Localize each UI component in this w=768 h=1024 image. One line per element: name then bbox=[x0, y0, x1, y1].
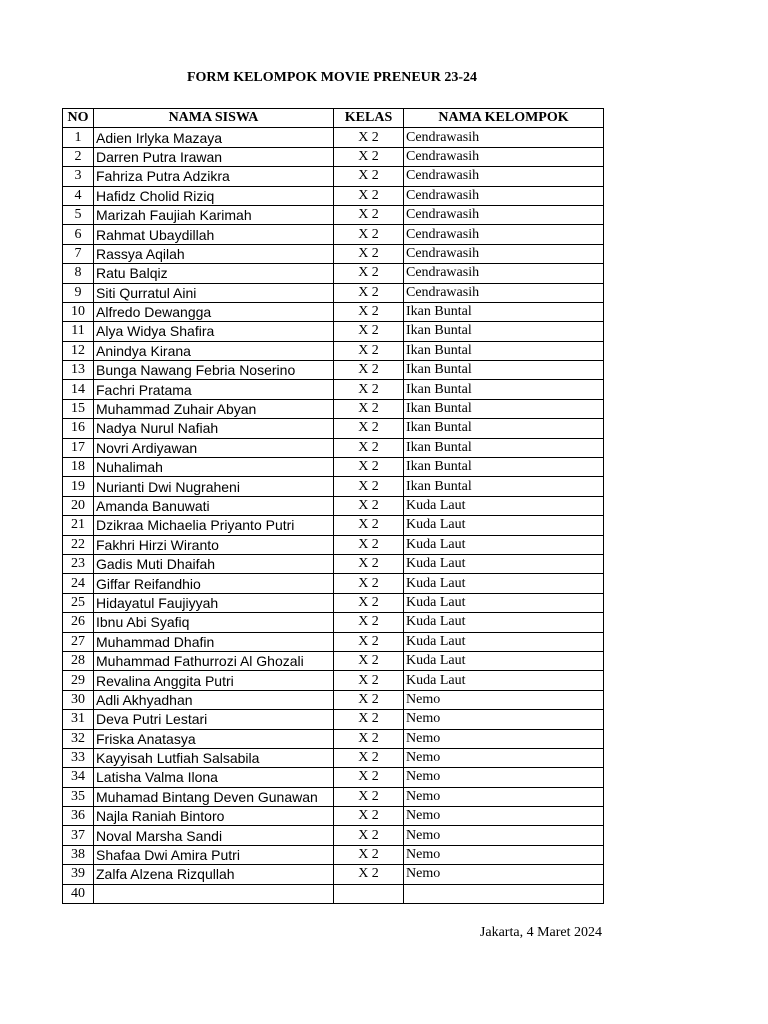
table-row bbox=[63, 807, 604, 826]
row-number: 24 bbox=[63, 574, 94, 593]
group-name: Ikan Buntal bbox=[404, 380, 604, 399]
row-number: 39 bbox=[63, 865, 94, 884]
row-number: 29 bbox=[63, 671, 94, 690]
table-row bbox=[63, 341, 604, 360]
student-group-table bbox=[62, 108, 604, 904]
row-number: 12 bbox=[63, 341, 94, 360]
group-name: Kuda Laut bbox=[404, 671, 604, 690]
student-class: X 2 bbox=[334, 283, 404, 302]
row-number: 6 bbox=[63, 225, 94, 244]
group-name: Nemo bbox=[404, 710, 604, 729]
student-name: Latisha Valma Ilona bbox=[94, 768, 334, 787]
table-row bbox=[63, 651, 604, 670]
row-number: 7 bbox=[63, 244, 94, 263]
group-name bbox=[404, 884, 604, 903]
row-number: 20 bbox=[63, 496, 94, 515]
student-class: X 2 bbox=[334, 651, 404, 670]
student-class: X 2 bbox=[334, 186, 404, 205]
table-row bbox=[63, 787, 604, 806]
student-name: Kayyisah Lutfiah Salsabila bbox=[94, 748, 334, 767]
row-number: 4 bbox=[63, 186, 94, 205]
table-row bbox=[63, 419, 604, 438]
group-name: Cendrawasih bbox=[404, 225, 604, 244]
student-name: Adien Irlyka Mazaya bbox=[94, 128, 334, 147]
row-number: 25 bbox=[63, 593, 94, 612]
group-name: Cendrawasih bbox=[404, 264, 604, 283]
group-name: Kuda Laut bbox=[404, 651, 604, 670]
student-class: X 2 bbox=[334, 710, 404, 729]
student-name bbox=[94, 884, 334, 903]
student-class bbox=[334, 884, 404, 903]
table-row bbox=[63, 710, 604, 729]
group-name: Ikan Buntal bbox=[404, 458, 604, 477]
student-class: X 2 bbox=[334, 302, 404, 321]
group-name: Nemo bbox=[404, 807, 604, 826]
student-class: X 2 bbox=[334, 496, 404, 515]
student-class: X 2 bbox=[334, 438, 404, 457]
group-name: Kuda Laut bbox=[404, 574, 604, 593]
student-class: X 2 bbox=[334, 419, 404, 438]
table-row bbox=[63, 361, 604, 380]
row-number: 14 bbox=[63, 380, 94, 399]
table-row bbox=[63, 322, 604, 341]
student-class: X 2 bbox=[334, 535, 404, 554]
student-name: Rahmat Ubaydillah bbox=[94, 225, 334, 244]
table-row bbox=[63, 593, 604, 612]
student-class: X 2 bbox=[334, 807, 404, 826]
table-row bbox=[63, 729, 604, 748]
row-number: 28 bbox=[63, 651, 94, 670]
group-name: Nemo bbox=[404, 787, 604, 806]
group-name: Ikan Buntal bbox=[404, 302, 604, 321]
table-row bbox=[63, 884, 604, 903]
group-name: Ikan Buntal bbox=[404, 322, 604, 341]
student-class: X 2 bbox=[334, 574, 404, 593]
group-name: Cendrawasih bbox=[404, 167, 604, 186]
student-name: Fachri Pratama bbox=[94, 380, 334, 399]
table-row bbox=[63, 399, 604, 418]
group-name: Nemo bbox=[404, 729, 604, 748]
student-name: Giffar Reifandhio bbox=[94, 574, 334, 593]
student-class: X 2 bbox=[334, 458, 404, 477]
table-row bbox=[63, 438, 604, 457]
student-name: Adli Akhyadhan bbox=[94, 690, 334, 709]
student-name: Dzikraa Michaelia Priyanto Putri bbox=[94, 516, 334, 535]
table-row bbox=[63, 690, 604, 709]
row-number: 10 bbox=[63, 302, 94, 321]
group-name: Kuda Laut bbox=[404, 535, 604, 554]
group-name: Nemo bbox=[404, 690, 604, 709]
student-class: X 2 bbox=[334, 729, 404, 748]
student-class: X 2 bbox=[334, 205, 404, 224]
row-number: 5 bbox=[63, 205, 94, 224]
table-row bbox=[63, 458, 604, 477]
table-row bbox=[63, 865, 604, 884]
group-name: Ikan Buntal bbox=[404, 361, 604, 380]
table-row bbox=[63, 128, 604, 147]
group-name: Nemo bbox=[404, 845, 604, 864]
row-number: 35 bbox=[63, 787, 94, 806]
student-class: X 2 bbox=[334, 399, 404, 418]
row-number: 30 bbox=[63, 690, 94, 709]
student-name: Hafidz Cholid Riziq bbox=[94, 186, 334, 205]
student-class: X 2 bbox=[334, 554, 404, 573]
row-number: 31 bbox=[63, 710, 94, 729]
student-class: X 2 bbox=[334, 341, 404, 360]
student-name: Gadis Muti Dhaifah bbox=[94, 554, 334, 573]
student-name: Alfredo Dewangga bbox=[94, 302, 334, 321]
student-name: Friska Anatasya bbox=[94, 729, 334, 748]
student-name: Revalina Anggita Putri bbox=[94, 671, 334, 690]
row-number: 8 bbox=[63, 264, 94, 283]
student-class: X 2 bbox=[334, 167, 404, 186]
row-number: 2 bbox=[63, 147, 94, 166]
row-number: 18 bbox=[63, 458, 94, 477]
group-name: Nemo bbox=[404, 865, 604, 884]
student-class: X 2 bbox=[334, 264, 404, 283]
student-name: Noval Marsha Sandi bbox=[94, 826, 334, 845]
group-name: Cendrawasih bbox=[404, 205, 604, 224]
header-no: NO bbox=[63, 109, 94, 128]
student-name: Fakhri Hirzi Wiranto bbox=[94, 535, 334, 554]
table-row bbox=[63, 496, 604, 515]
student-class: X 2 bbox=[334, 244, 404, 263]
table-row bbox=[63, 516, 604, 535]
student-name: Zalfa Alzena Rizqullah bbox=[94, 865, 334, 884]
group-name: Kuda Laut bbox=[404, 554, 604, 573]
header-student-name: NAMA SISWA bbox=[94, 109, 334, 128]
table-row bbox=[63, 225, 604, 244]
group-name: Cendrawasih bbox=[404, 128, 604, 147]
student-name: Najla Raniah Bintoro bbox=[94, 807, 334, 826]
student-class: X 2 bbox=[334, 865, 404, 884]
table-row bbox=[63, 380, 604, 399]
student-name: Alya Widya Shafira bbox=[94, 322, 334, 341]
student-name: Ibnu Abi Syafiq bbox=[94, 613, 334, 632]
document-title: FORM KELOMPOK MOVIE PRENEUR 23-24 bbox=[186, 70, 478, 85]
student-name: Ratu Balqiz bbox=[94, 264, 334, 283]
row-number: 21 bbox=[63, 516, 94, 535]
student-name: Shafaa Dwi Amira Putri bbox=[94, 845, 334, 864]
row-number: 22 bbox=[63, 535, 94, 554]
group-name: Ikan Buntal bbox=[404, 341, 604, 360]
group-name: Ikan Buntal bbox=[404, 399, 604, 418]
student-class: X 2 bbox=[334, 671, 404, 690]
group-name: Nemo bbox=[404, 768, 604, 787]
group-name: Kuda Laut bbox=[404, 632, 604, 651]
student-class: X 2 bbox=[334, 361, 404, 380]
row-number: 17 bbox=[63, 438, 94, 457]
group-name: Cendrawasih bbox=[404, 283, 604, 302]
student-class: X 2 bbox=[334, 593, 404, 612]
student-name: Muhamad Bintang Deven Gunawan bbox=[94, 787, 334, 806]
student-name: Nuhalimah bbox=[94, 458, 334, 477]
student-name: Bunga Nawang Febria Noserino bbox=[94, 361, 334, 380]
row-number: 38 bbox=[63, 845, 94, 864]
table-row bbox=[63, 574, 604, 593]
row-number: 9 bbox=[63, 283, 94, 302]
group-name: Nemo bbox=[404, 826, 604, 845]
group-name: Ikan Buntal bbox=[404, 477, 604, 496]
student-name: Amanda Banuwati bbox=[94, 496, 334, 515]
table-row bbox=[63, 167, 604, 186]
student-name: Marizah Faujiah Karimah bbox=[94, 205, 334, 224]
row-number: 1 bbox=[63, 128, 94, 147]
group-name: Ikan Buntal bbox=[404, 438, 604, 457]
row-number: 34 bbox=[63, 768, 94, 787]
row-number: 40 bbox=[63, 884, 94, 903]
student-class: X 2 bbox=[334, 322, 404, 341]
student-class: X 2 bbox=[334, 613, 404, 632]
header-class: KELAS bbox=[334, 109, 404, 128]
table-row bbox=[63, 632, 604, 651]
header-group-name: NAMA KELOMPOK bbox=[404, 109, 604, 128]
student-class: X 2 bbox=[334, 225, 404, 244]
table-row bbox=[63, 554, 604, 573]
student-class: X 2 bbox=[334, 147, 404, 166]
student-name: Siti Qurratul Aini bbox=[94, 283, 334, 302]
table-row bbox=[63, 535, 604, 554]
table-row bbox=[63, 244, 604, 263]
table-row bbox=[63, 283, 604, 302]
table-row bbox=[63, 205, 604, 224]
student-name: Darren Putra Irawan bbox=[94, 147, 334, 166]
student-class: X 2 bbox=[334, 516, 404, 535]
row-number: 33 bbox=[63, 748, 94, 767]
group-name: Cendrawasih bbox=[404, 186, 604, 205]
student-class: X 2 bbox=[334, 748, 404, 767]
student-name: Novri Ardiyawan bbox=[94, 438, 334, 457]
student-class: X 2 bbox=[334, 477, 404, 496]
student-class: X 2 bbox=[334, 632, 404, 651]
group-name: Kuda Laut bbox=[404, 593, 604, 612]
table-row bbox=[63, 613, 604, 632]
footer-date: Jakarta, 4 Maret 2024 bbox=[479, 925, 602, 940]
student-class: X 2 bbox=[334, 787, 404, 806]
table-row bbox=[63, 826, 604, 845]
student-class: X 2 bbox=[334, 845, 404, 864]
group-name: Ikan Buntal bbox=[404, 419, 604, 438]
row-number: 11 bbox=[63, 322, 94, 341]
student-class: X 2 bbox=[334, 690, 404, 709]
table-row bbox=[63, 768, 604, 787]
table-row bbox=[63, 302, 604, 321]
student-name: Muhammad Zuhair Abyan bbox=[94, 399, 334, 418]
student-name: Muhammad Fathurrozi Al Ghozali bbox=[94, 651, 334, 670]
row-number: 19 bbox=[63, 477, 94, 496]
row-number: 32 bbox=[63, 729, 94, 748]
table-body bbox=[63, 128, 604, 904]
student-name: Anindya Kirana bbox=[94, 341, 334, 360]
row-number: 27 bbox=[63, 632, 94, 651]
table-row bbox=[63, 748, 604, 767]
group-name: Kuda Laut bbox=[404, 613, 604, 632]
student-name: Nurianti Dwi Nugraheni bbox=[94, 477, 334, 496]
row-number: 13 bbox=[63, 361, 94, 380]
table-row bbox=[63, 264, 604, 283]
group-name: Nemo bbox=[404, 748, 604, 767]
student-class: X 2 bbox=[334, 128, 404, 147]
table-row bbox=[63, 671, 604, 690]
student-name: Deva Putri Lestari bbox=[94, 710, 334, 729]
row-number: 37 bbox=[63, 826, 94, 845]
student-name: Fahriza Putra Adzikra bbox=[94, 167, 334, 186]
table-row bbox=[63, 186, 604, 205]
row-number: 26 bbox=[63, 613, 94, 632]
table-header-row bbox=[63, 109, 604, 128]
row-number: 3 bbox=[63, 167, 94, 186]
row-number: 15 bbox=[63, 399, 94, 418]
student-class: X 2 bbox=[334, 826, 404, 845]
table-row bbox=[63, 147, 604, 166]
row-number: 36 bbox=[63, 807, 94, 826]
group-name: Cendrawasih bbox=[404, 244, 604, 263]
student-name: Hidayatul Faujiyyah bbox=[94, 593, 334, 612]
table-row bbox=[63, 477, 604, 496]
student-name: Nadya Nurul Nafiah bbox=[94, 419, 334, 438]
group-name: Kuda Laut bbox=[404, 496, 604, 515]
row-number: 16 bbox=[63, 419, 94, 438]
group-name: Cendrawasih bbox=[404, 147, 604, 166]
student-class: X 2 bbox=[334, 380, 404, 399]
student-name: Rassya Aqilah bbox=[94, 244, 334, 263]
table-row bbox=[63, 845, 604, 864]
group-name: Kuda Laut bbox=[404, 516, 604, 535]
student-name: Muhammad Dhafin bbox=[94, 632, 334, 651]
row-number: 23 bbox=[63, 554, 94, 573]
student-class: X 2 bbox=[334, 768, 404, 787]
